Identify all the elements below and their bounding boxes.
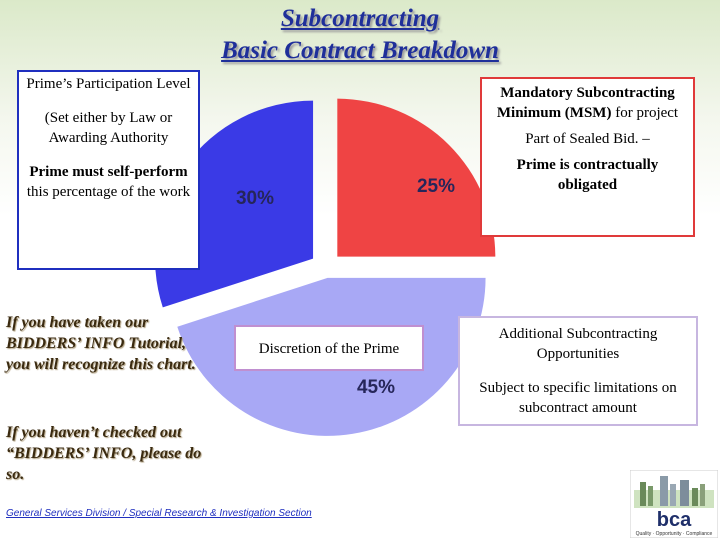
page-subtitle: Basic Contract Breakdown	[221, 37, 499, 64]
slice-label-prime: 30%	[235, 188, 275, 209]
additional-limitations: Subject to specific limitations on subcontract amount	[479, 380, 677, 416]
bca-logo	[630, 470, 718, 538]
discretion-box	[234, 325, 424, 371]
additional-opportunities-box	[458, 316, 698, 426]
msm-label	[486, 83, 689, 123]
page-title: Subcontracting	[280, 5, 440, 32]
slice-label-additional: 45%	[356, 377, 396, 398]
prime-self-perform-rest: this percentage of the work	[26, 184, 191, 200]
bidders-info-note: If you haven’t checked out “BIDDERS’ INFO, please do so.	[6, 424, 202, 483]
prime-self-perform-text	[23, 162, 194, 202]
discretion-text: Discretion of the Prime	[258, 341, 400, 357]
prime-participation-box	[17, 70, 200, 270]
additional-opportunities-label: Additional Subcontracting Opportunities	[498, 326, 658, 362]
msm-box	[480, 77, 695, 237]
msm-label-bold: Mandatory Subcontracting Minimum (MSM)	[496, 85, 675, 121]
prime-self-perform-bold: Prime must self-perform	[29, 164, 188, 180]
prime-participation-authority: (Set either by Law or Awarding Authority	[44, 110, 173, 146]
logo-tagline: Quality · Opportunity · Compliance	[635, 531, 713, 537]
footer-link[interactable]: General Services Division / Special Research & Investigation Section	[6, 508, 312, 519]
tutorial-note: If you have taken our BIDDERS’ INFO Tutorial, you will recognize this chart.	[6, 314, 196, 373]
prime-participation-label: Prime’s Participation Level	[26, 76, 191, 92]
logo-text: bca	[656, 509, 692, 531]
slice-label-msm: 25%	[416, 176, 456, 197]
msm-sealed-bid: Part of Sealed Bid. –	[525, 131, 650, 147]
msm-label-rest: for project	[611, 105, 679, 121]
msm-obligation: Prime is contractually obligated	[516, 157, 659, 193]
